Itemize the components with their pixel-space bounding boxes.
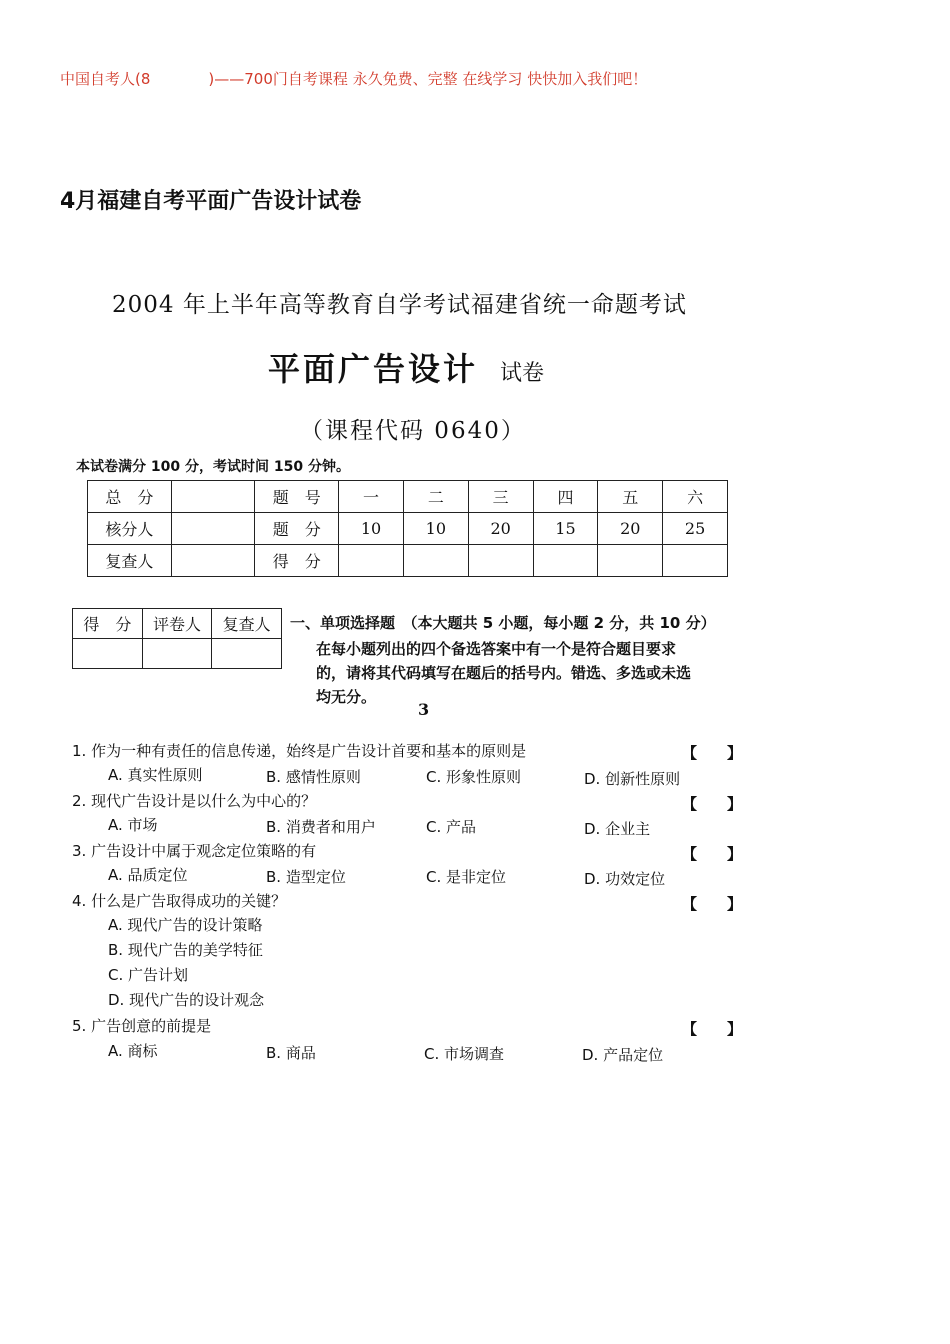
banner-left-text: 中国自考人(8 bbox=[60, 70, 151, 88]
table-cell: 10 bbox=[403, 513, 468, 545]
answer-option: D. 功效定位 bbox=[584, 870, 666, 888]
table-cell: 核分人 bbox=[88, 513, 172, 545]
marker-table-header bbox=[73, 609, 282, 639]
answer-option: D. 创新性原则 bbox=[584, 770, 681, 788]
table-cell: 得 分 bbox=[73, 609, 143, 639]
answer-option: B. 商品 bbox=[266, 1044, 316, 1062]
answer-bracket: 【 】 bbox=[682, 744, 743, 762]
question-text: 4. 什么是广告取得成功的关键？ bbox=[72, 892, 287, 910]
exam-notice: 本试卷满分 100 分，考试时间 150 分钟。 bbox=[76, 459, 350, 475]
table-cell: 复查人 bbox=[212, 609, 282, 639]
section-instruction: 均无分。 bbox=[316, 688, 377, 706]
table-cell bbox=[171, 545, 255, 577]
table-cell: 20 bbox=[468, 513, 533, 545]
table-cell: 10 bbox=[339, 513, 404, 545]
answer-option: B. 感情性原则 bbox=[266, 768, 361, 786]
answer-option: C. 形象性原则 bbox=[426, 768, 522, 786]
answer-option: C. 产品 bbox=[426, 818, 477, 836]
table-cell bbox=[403, 545, 468, 577]
answer-option: B. 现代广告的美学特征 bbox=[108, 941, 263, 959]
table-cell: 题 号 bbox=[255, 481, 339, 513]
promo-banner bbox=[60, 68, 647, 89]
answer-option: D. 产品定位 bbox=[582, 1046, 664, 1064]
table-cell bbox=[73, 639, 143, 669]
score-table-row bbox=[88, 481, 728, 513]
table-cell: 四 bbox=[533, 481, 598, 513]
table-cell bbox=[533, 545, 598, 577]
table-cell bbox=[142, 639, 212, 669]
score-table-row bbox=[88, 513, 728, 545]
answer-option: A. 真实性原则 bbox=[108, 766, 203, 784]
table-cell: 二 bbox=[403, 481, 468, 513]
subject-title: 平面广告设计 bbox=[268, 350, 479, 388]
table-cell bbox=[171, 481, 255, 513]
table-cell bbox=[468, 545, 533, 577]
exam-title: 2004 年上半年高等教育自学考试福建省统一命题考试 bbox=[112, 292, 687, 318]
answer-bracket: 【 】 bbox=[682, 895, 743, 913]
score-table-row bbox=[88, 545, 728, 577]
question-text: 5. 广告创意的前提是 bbox=[72, 1017, 212, 1035]
question-text: 2. 现代广告设计是以什么为中心的？ bbox=[72, 792, 317, 810]
banner-right-text: )——700门自考课程 永久免费、完整 在线学习 快快加入我们吧！ bbox=[208, 70, 648, 88]
answer-bracket: 【 】 bbox=[682, 845, 743, 863]
answer-option: B. 消费者和用户 bbox=[266, 818, 376, 836]
document-title: 4月福建自考平面广告设计试卷 bbox=[60, 189, 362, 214]
table-cell: 20 bbox=[598, 513, 663, 545]
answer-option: D. 企业主 bbox=[584, 820, 651, 838]
table-cell: 得 分 bbox=[255, 545, 339, 577]
table-cell: 总 分 bbox=[88, 481, 172, 513]
table-cell: 三 bbox=[468, 481, 533, 513]
table-cell: 五 bbox=[598, 481, 663, 513]
table-cell: 评卷人 bbox=[142, 609, 212, 639]
score-table bbox=[87, 480, 728, 577]
table-cell: 15 bbox=[533, 513, 598, 545]
answer-option: C. 市场调查 bbox=[424, 1045, 505, 1063]
table-cell: 题 分 bbox=[255, 513, 339, 545]
section-instruction: 的，请将其代码填写在题后的括号内。错选、多选或未选 bbox=[316, 664, 692, 682]
table-cell bbox=[171, 513, 255, 545]
question-text: 1. 作为一种有责任的信息传递，始终是广告设计首要和基本的原则是 bbox=[72, 742, 527, 760]
stray-mark: 3 bbox=[418, 700, 430, 719]
course-code: （课程代码 0640） bbox=[300, 418, 526, 444]
table-cell: 六 bbox=[663, 481, 728, 513]
marker-table-row bbox=[73, 639, 282, 669]
table-cell: 复查人 bbox=[88, 545, 172, 577]
section-instruction: 在每小题列出的四个备选答案中有一个是符合题目要求 bbox=[316, 640, 677, 658]
table-cell: 25 bbox=[663, 513, 728, 545]
answer-option: A. 市场 bbox=[108, 816, 158, 834]
answer-option: A. 品质定位 bbox=[108, 866, 188, 884]
answer-bracket: 【 】 bbox=[682, 1020, 743, 1038]
table-cell bbox=[598, 545, 663, 577]
paper-label: 试卷 bbox=[500, 361, 545, 386]
marker-table bbox=[72, 608, 282, 669]
table-cell bbox=[339, 545, 404, 577]
table-cell bbox=[212, 639, 282, 669]
question-text: 3. 广告设计中属于观念定位策略的有 bbox=[72, 842, 317, 860]
section-heading: 一、单项选择题 （本大题共 5 小题，每小题 2 分，共 10 分） bbox=[290, 614, 716, 632]
answer-option: D. 现代广告的设计观念 bbox=[108, 991, 265, 1009]
table-cell: 一 bbox=[339, 481, 404, 513]
answer-bracket: 【 】 bbox=[682, 795, 743, 813]
answer-option: B. 造型定位 bbox=[266, 868, 346, 886]
answer-option: C. 广告计划 bbox=[108, 966, 189, 984]
answer-option: A. 现代广告的设计策略 bbox=[108, 916, 263, 934]
answer-option: A. 商标 bbox=[108, 1042, 158, 1060]
answer-option: C. 是非定位 bbox=[426, 868, 507, 886]
table-cell bbox=[663, 545, 728, 577]
